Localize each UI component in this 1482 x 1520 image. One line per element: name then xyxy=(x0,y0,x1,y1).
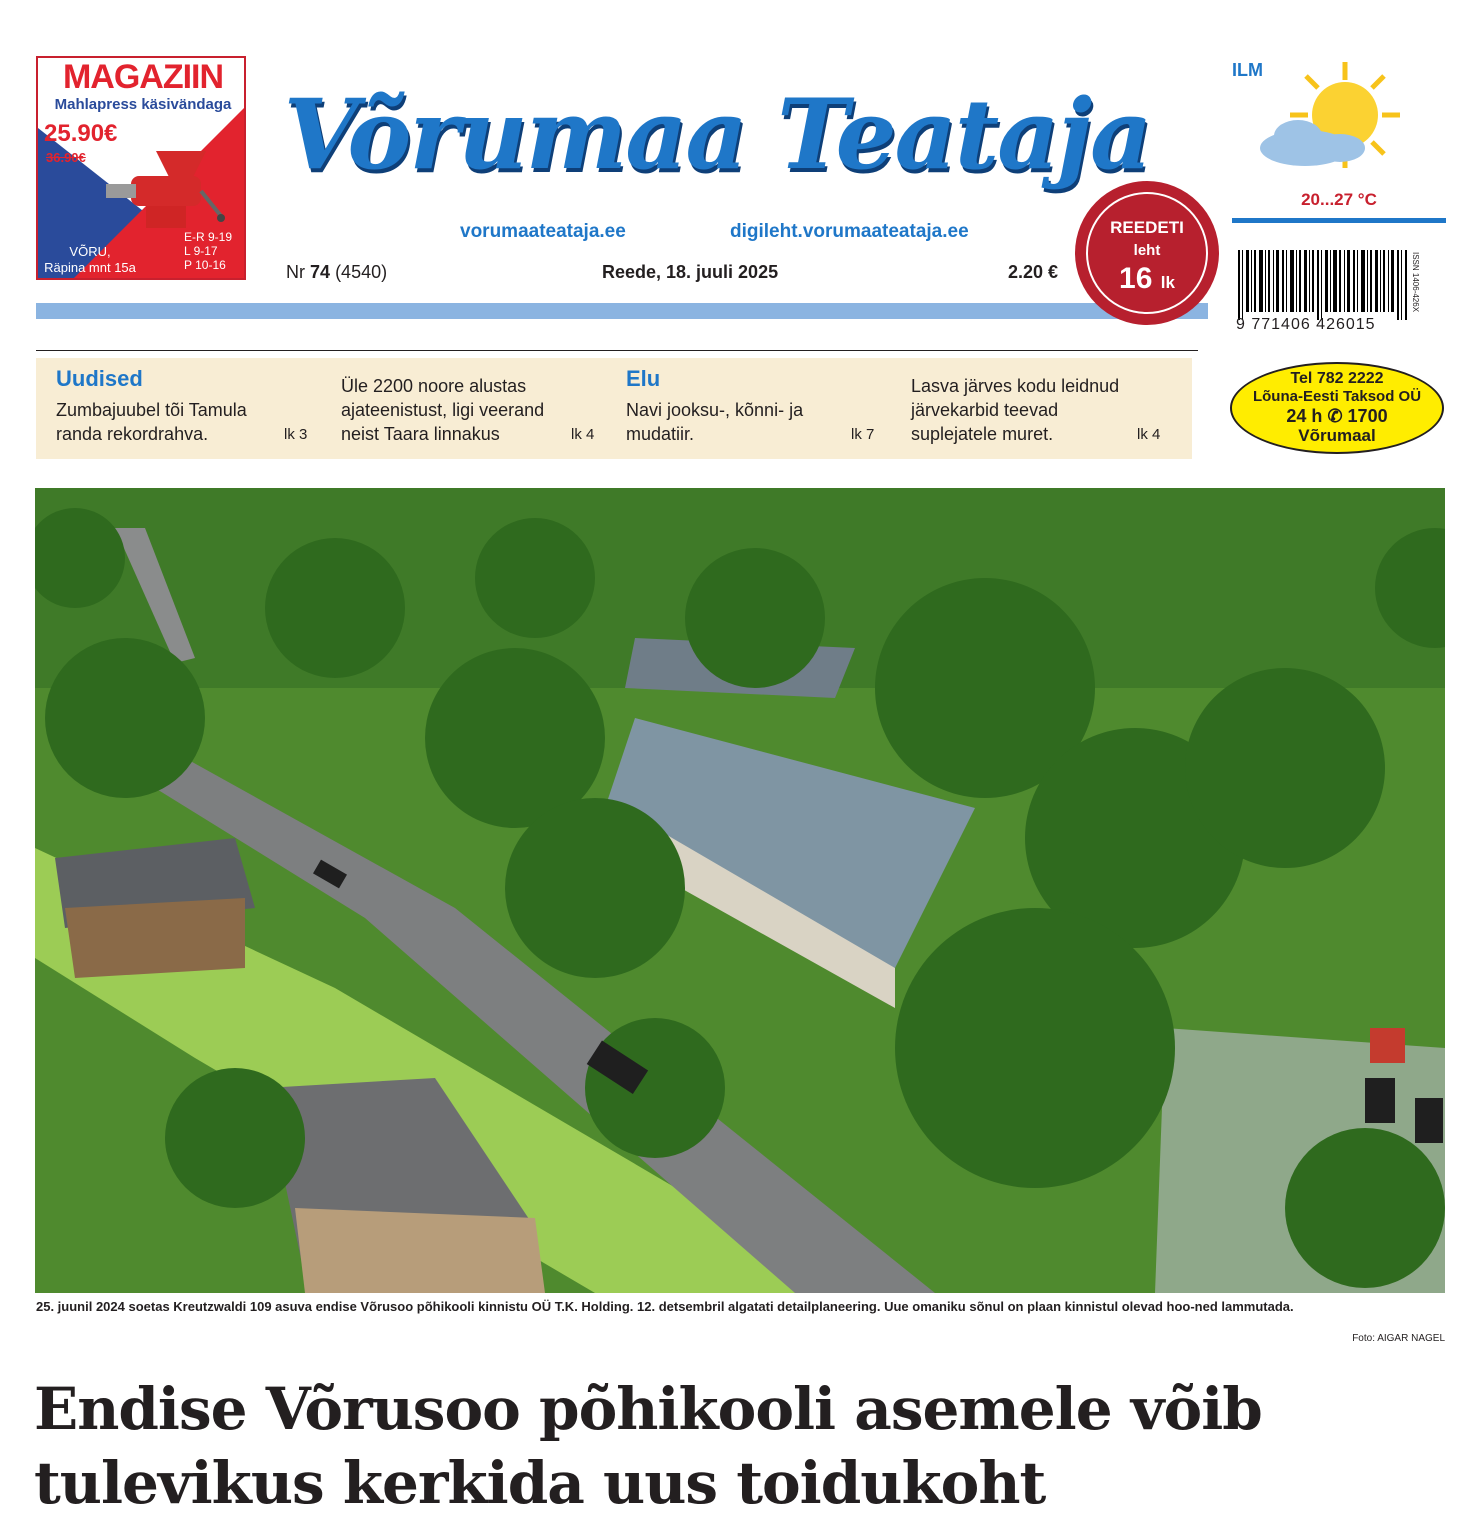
headline-line1: Endise Võrusoo põhikooli asemele võib xyxy=(34,1375,1262,1443)
issue-date: Reede, 18. juuli 2025 xyxy=(602,262,779,282)
teaser-item[interactable] xyxy=(36,358,326,459)
barcode-number: 9 771406 426015 xyxy=(1236,316,1376,333)
teaser-item[interactable] xyxy=(891,358,1191,459)
taxi-ad[interactable] xyxy=(1230,362,1444,454)
ad-hours-weekdays: E-R 9-19 xyxy=(184,230,233,244)
taxi-company: Lõuna-Eesti Taksod OÜ xyxy=(1252,388,1422,405)
ad-box[interactable] xyxy=(36,56,246,280)
ad-hours-saturday: L 9-17 xyxy=(184,244,218,258)
taxi-phone: Tel 782 2222 xyxy=(1290,370,1384,387)
teaser-text-line: Navi jooksu-, kõnni- ja xyxy=(626,400,804,420)
headline-line2: tulevikus kerkida uus toidukoht xyxy=(34,1449,1046,1517)
ad-address-street: Räpina mnt 15a xyxy=(44,260,136,275)
ad-address-city: VÕRU, xyxy=(69,244,111,259)
badge-line2: leht xyxy=(1133,242,1161,259)
taxi-short-number: 1700 xyxy=(1347,406,1388,426)
teaser-text-line: neist Taara linnakus xyxy=(341,424,500,444)
teaser-text-line: Üle 2200 noore alustas xyxy=(341,376,527,396)
teaser-page: lk 4 xyxy=(1137,426,1161,443)
teaser-text-line: mudatiir. xyxy=(626,424,695,444)
taxi-region: Võrumaal xyxy=(1298,426,1376,445)
ad-price: 25.90€ xyxy=(44,120,118,147)
photo-credit: Foto: AIGAR NAGEL xyxy=(1352,1333,1445,1344)
badge-line1: REEDETI xyxy=(1110,218,1184,237)
teaser-section-elu: Elu xyxy=(626,366,661,391)
masthead-divider xyxy=(36,303,1208,319)
newspaper-title: Võrumaa Teataja xyxy=(283,78,1151,191)
juice-press-icon xyxy=(86,146,226,236)
temperature: 20...27 °C xyxy=(1301,190,1377,209)
teaser-page: lk 7 xyxy=(851,426,875,443)
barcode-icon xyxy=(1238,250,1408,320)
teaser-page: lk 4 xyxy=(571,426,595,443)
phone-icon: ✆ xyxy=(1327,406,1343,426)
teaser-text-line: Lasva järves kodu leidnud xyxy=(911,376,1120,396)
taxi-hours: 24 h xyxy=(1286,406,1323,426)
sun-cloud-icon xyxy=(1250,60,1420,180)
issue-price: 2.20 € xyxy=(1008,262,1059,282)
teaser-text-line: suplejatele muret. xyxy=(911,424,1054,444)
teaser-top-rule xyxy=(36,350,1198,351)
taxi-service-line xyxy=(1232,406,1442,427)
weather-label: ILM xyxy=(1232,60,1263,80)
ad-hours-sunday: P 10-16 xyxy=(184,258,226,272)
badge-pages xyxy=(1074,262,1220,296)
issue-total: (4540) xyxy=(335,262,388,282)
teaser-text-line: Zumbajuubel tõi Tamula xyxy=(56,400,247,420)
teaser-page: lk 3 xyxy=(284,426,308,443)
main-headline[interactable] xyxy=(34,1372,1464,1520)
weather-divider xyxy=(1232,218,1446,223)
issue-number xyxy=(286,262,387,283)
teaser-item[interactable] xyxy=(606,358,896,459)
ad-hours xyxy=(184,230,246,272)
ad-brand: MAGAZIIN xyxy=(62,58,224,96)
website-link[interactable]: vorumaateataja.ee xyxy=(460,221,626,242)
aerial-photo xyxy=(35,488,1445,1293)
teaser-strip xyxy=(36,358,1192,459)
photo-caption: 25. juunil 2024 soetas Kreutzwaldi 109 asuva endise Võrusoo põhikooli kinnistu OÜ T.K. Holding. 12. detsembril algatati detailplaneering. Uue omaniku sõnul on plaan kinnistul olevad hoo-ned lammutada. xyxy=(36,1299,1294,1314)
digital-edition-link[interactable]: digileht.vorumaateataja.ee xyxy=(730,221,969,242)
ad-product: Mahlapress käsivändaga xyxy=(54,96,232,113)
issue-number-value: 74 xyxy=(310,262,331,282)
ad-old-price: 36.90€ xyxy=(46,150,86,165)
teaser-text-line: randa rekordrahva. xyxy=(56,424,209,444)
teaser-item[interactable] xyxy=(321,358,611,459)
badge-pages-number: 16 xyxy=(1119,262,1153,295)
teaser-text-line: järvekarbid teevad xyxy=(911,400,1059,420)
pages-badge xyxy=(1074,180,1220,326)
masthead xyxy=(282,60,1152,235)
issn-label: ISSN 1406-426X xyxy=(1411,252,1420,313)
badge-pages-unit: lk xyxy=(1160,273,1175,292)
teaser-text-line: ajateenistust, ligi veerand xyxy=(341,400,545,420)
issue-prefix: Nr xyxy=(286,262,305,282)
teaser-section-uudised: Uudised xyxy=(56,366,143,391)
